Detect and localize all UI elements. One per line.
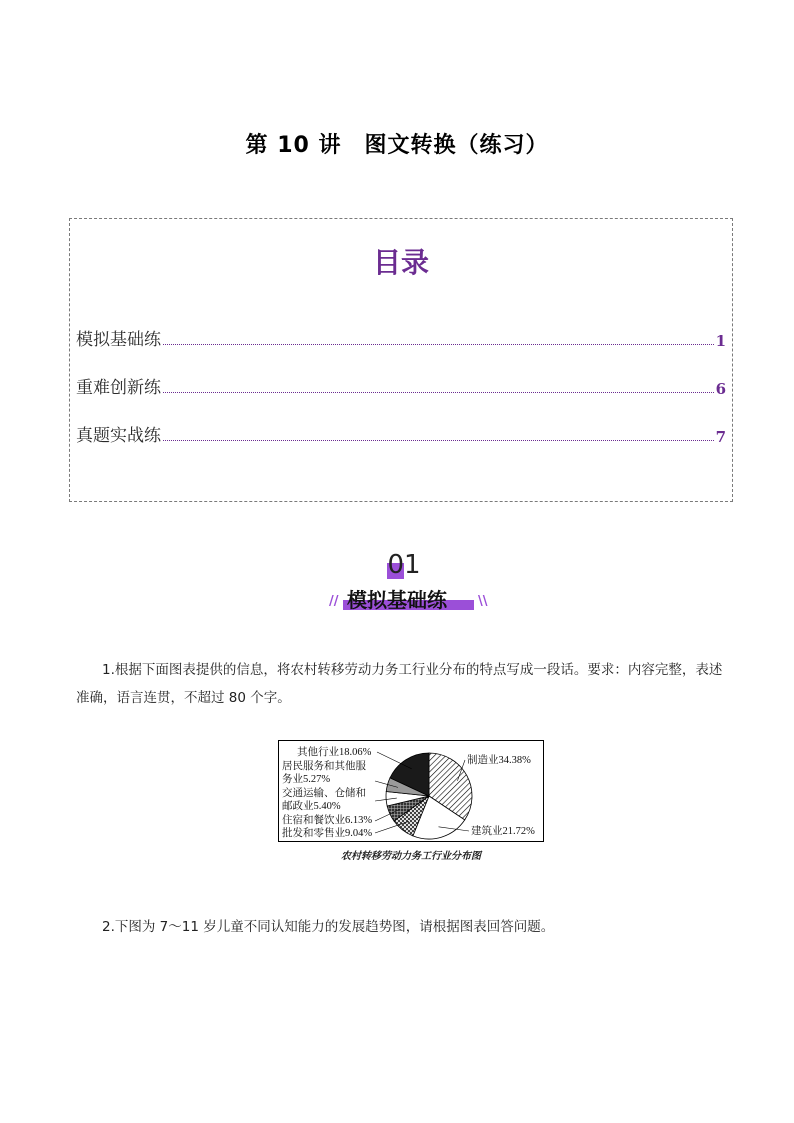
pie-chart [279,741,543,841]
pie-slice-label: 批发和零售业9.04% [282,828,373,839]
pie-slice-label: 建筑业21.72% [471,826,535,837]
pie-slice-label: 住宿和餐饮业6.13% [282,815,373,826]
toc-title: 目录 [372,246,429,279]
section-number: 01 [387,550,421,580]
toc-item-label: 真题实战练 [76,426,161,446]
toc-leader-dots [163,439,714,441]
toc-item-real-exam[interactable] [76,421,726,446]
toc-item-page: 1 [715,332,726,350]
toc-item-label: 重难创新练 [76,378,161,398]
toc-leader-dots [163,391,714,393]
pie-slice-label: 交通运输、仓储和 [282,788,366,799]
toc-item-page: 7 [715,428,726,446]
toc-item-basic[interactable] [76,325,726,350]
pie-slice-label: 制造业34.38% [467,755,531,766]
toc-item-label: 模拟基础练 [76,330,161,350]
pie-slice-label: 务业5.27% [282,774,331,785]
question-2-text: 2.下图为 7～11 岁儿童不同认知能力的发展趋势图，请根据图表回答问题。 [102,919,555,935]
toc-item-page: 6 [715,380,726,398]
question-1-text: 1.根据下面图表提供的信息，将农村转移劳动力务工行业分布的特点写成一段话。要求：内容完整，表述准确，语言连贯，不超过 80 个字。 [76,662,723,706]
toc-item-advanced[interactable] [76,373,726,398]
table-of-contents [69,218,733,502]
chart-caption: 农村转移劳动力务工行业分布图 [341,851,481,862]
section-slash-left: // [329,594,339,609]
toc-leader-dots [163,343,714,345]
pie-slice-label: 其他行业18.06% [297,747,372,758]
pie-chart-frame [278,740,544,842]
section-slash-right: \\ [478,594,488,609]
pie-slice-label: 邮政业5.40% [282,801,341,812]
pie-slice-label: 居民服务和其他服 [282,761,366,772]
page-title: 第 10 讲 图文转换（练习） [245,133,549,158]
pie-slices [386,753,472,839]
section-title: 模拟基础练 [347,588,447,612]
